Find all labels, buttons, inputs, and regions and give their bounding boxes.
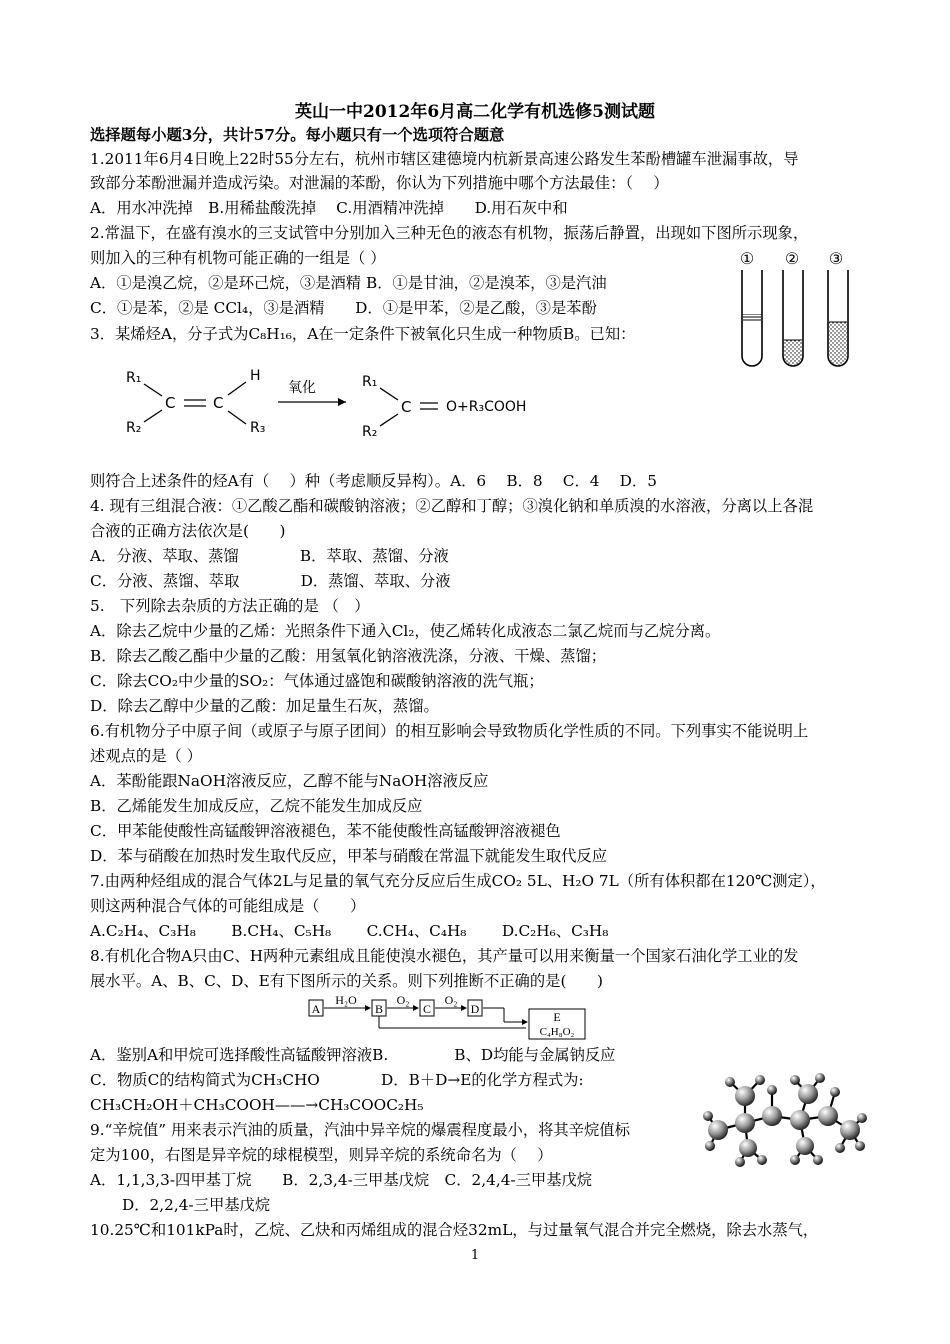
product-carbon: C — [401, 398, 412, 416]
section-heading: 选择题每小题3分，共计57分。每小题只有一个选项符合题意 — [90, 126, 505, 144]
q2-line1: 2.常温下，在盛有溴水的三支试管中分别加入三种无色的液态有机物，振荡后静置，出现如下图所示现象， — [90, 224, 809, 242]
q5-option-d: D．除去乙醇中少量的乙酸：加足量生石灰，蒸馏。 — [90, 697, 439, 715]
q9-option-d: D．2,2,4-三甲基戊烷 — [122, 1196, 271, 1214]
q6-line2: 述观点的是（ ） — [90, 747, 202, 765]
q1-line1: 1.2011年6月4日晚上22时55分左右，杭州市辖区建德境内杭新景高速公路发生苯酚槽罐车泄漏事故，导 — [90, 150, 799, 168]
page-title: 英山一中2012年6月高二化学有机选修5测试题 — [295, 102, 655, 122]
q6-option-a: A．苯酚能跟NaOH溶液反应，乙醇不能与NaOH溶液反应 — [90, 772, 489, 790]
oxidation-reaction-figure — [118, 362, 558, 442]
h-label: H — [250, 368, 261, 384]
reaction-flow-diagram — [308, 994, 598, 1042]
q8-equation: CH₃CH₂OH＋CH₃COOH——→CH₃COOC₂H₅ — [90, 1096, 424, 1114]
tube-label-2: ② — [784, 249, 800, 268]
q4-option-cd: C．分液、蒸馏、萃取 D．蒸馏、萃取、分液 — [90, 572, 451, 590]
r2-label: R₂ — [126, 420, 142, 436]
q4-line1: 4. 现有三组混合液：①乙酸乙酯和碳酸钠溶液；②乙醇和丁醇；③溴化钠和单质溴的水溶液，分离以上各混 — [90, 497, 814, 515]
alkene-carbon-1: C — [165, 394, 176, 412]
node-b-label: B — [374, 1002, 384, 1016]
product-r1-label: R₁ — [362, 374, 378, 390]
q1-line2: 致部分苯酚泄漏并造成污染。对泄漏的苯酚，你认为下列措施中哪个方法最佳：（ ） — [90, 174, 669, 192]
q7-options: A.C₂H₄、C₃H₈ B.CH₄、C₅H₈ C.CH₄、C₄H₈ D.C₂H₆、C₃H₈ — [90, 922, 609, 940]
node-c-label: C — [422, 1002, 432, 1016]
q9-line2: 定为100，右图是异辛烷的球棍模型，则异辛烷的系统命名为（ ） — [90, 1146, 553, 1164]
q5-option-c: C．除去CO₂中少量的SO₂：气体通过盛饱和碳酸钠溶液的洗气瓶； — [90, 672, 544, 690]
product-label: O+R₃COOH — [446, 399, 527, 415]
q9-line1: 9.“辛烷值” 用来表示汽油的质量，汽油中异辛烷的爆震程度最小，将其辛烷值标 — [90, 1121, 630, 1139]
q8-option-ab: A．鉴别A和甲烷可选择酸性高锰酸钾溶液B. B、D均能与金属钠反应 — [90, 1046, 616, 1064]
o2-label-2: O₂ — [444, 994, 458, 1007]
q10-line1: 10.25℃和101kPa时，乙烷、乙炔和丙烯组成的混合烃32mL，与过量氧气混合并完全燃烧，除去水蒸气， — [90, 1221, 819, 1239]
h2o-label: H₂O — [335, 994, 357, 1007]
node-d-label: D — [470, 1002, 480, 1016]
q8-line2: 展水平。A、B、C、D、E有下图所示的关系。则下列推断不正确的是( ) — [90, 972, 603, 990]
node-e-label: E — [553, 1010, 561, 1024]
q7-line2: 则这两种混合气体的可能组成是（ ） — [90, 897, 366, 915]
q2-option-cd: C．①是苯，②是 CCl₄，③是酒精 D．①是甲苯，②是乙酸，③是苯酚 — [90, 299, 597, 317]
q8-line1: 8.有机化合物A只由C、H两种元素组成且能使溴水褪色，其产量可以用来衡量一个国家石油化学工业的发 — [90, 947, 799, 965]
q1-options: A．用水冲洗掉 B.用稀盐酸洗掉 C.用酒精冲洗掉 D.用石灰中和 — [90, 199, 568, 217]
tube-label-3: ③ — [828, 249, 844, 268]
oxidize-label: 氧化 — [288, 380, 316, 396]
test-tube-1 — [742, 270, 762, 366]
o2-label-1: O₂ — [396, 994, 410, 1007]
q6-line1: 6.有机物分子中原子间（或原子与原子团间）的相互影响会导致物质化学性质的不同。下列事实不能说明上 — [90, 722, 809, 740]
q3-line1: 3．某烯烃A，分子式为C₈H₁₆，A在一定条件下被氧化只生成一种物质B。已知： — [90, 325, 636, 343]
q5-line1: 5. 下列除去杂质的方法正确的是 （ ） — [90, 597, 370, 615]
node-e-formula: C₄H₈O₂ — [539, 1026, 575, 1038]
q2-line2: 则加入的三种有机物可能正确的一组是（ ） — [90, 249, 386, 267]
q7-line1: 7.由两种烃组成的混合气体2L与足量的氧气充分反应后生成CO₂ 5L、H₂O 7L（所有体积都在120℃测定）， — [90, 872, 826, 890]
alkene-carbon-2: C — [213, 394, 224, 412]
q4-line2: 合液的正确方法依次是( ) — [90, 522, 286, 540]
q5-option-b: B．除去乙酸乙酯中少量的乙酸：用氢氧化钠溶液洗涤，分液、干燥、蒸馏； — [90, 647, 607, 665]
test-tube-2 — [783, 270, 803, 366]
r1-label: R₁ — [126, 370, 142, 386]
q3-line2: 则符合上述条件的烃A有（ ）种（考虑顺反异构）。A．6 B．8 C．4 D．5 — [90, 472, 657, 490]
node-a-label: A — [311, 1002, 321, 1016]
product-r2-label: R₂ — [362, 424, 378, 440]
q9-option-abc: A．1,1,3,3-四甲基丁烷 B．2,3,4-三甲基戊烷 C．2,4,4-三甲基戊烷 — [90, 1171, 593, 1189]
test-tubes-figure — [730, 244, 860, 372]
tube-label-1: ① — [739, 249, 755, 268]
page-number: 1 — [470, 1248, 480, 1263]
q5-option-a: A．除去乙烷中少量的乙烯：光照条件下通入Cl₂，使乙烯转化成液态二氯乙烷而与乙烷分离。 — [90, 622, 721, 640]
q6-option-c: C．甲苯能使酸性高锰酸钾溶液褪色，苯不能使酸性高锰酸钾溶液褪色 — [90, 822, 561, 840]
isooctane-ball-stick-model — [700, 1068, 870, 1168]
q2-option-ab: A．①是溴乙烷，②是环己烷，③是酒精 B．①是甘油，②是溴苯，③是汽油 — [90, 274, 607, 292]
q8-option-cd: C．物质C的结构简式为CH₃CHO D．B＋D→E的化学方程式为: — [90, 1071, 584, 1089]
test-tube-3 — [828, 270, 848, 366]
q4-option-ab: A．分液、萃取、蒸馏 B．萃取、蒸馏、分液 — [90, 547, 449, 565]
q6-option-d: D．苯与硝酸在加热时发生取代反应，甲苯与硝酸在常温下就能发生取代反应 — [90, 847, 608, 865]
q6-option-b: B．乙烯能发生加成反应，乙烷不能发生加成反应 — [90, 797, 423, 815]
r3-label: R₃ — [250, 420, 266, 436]
